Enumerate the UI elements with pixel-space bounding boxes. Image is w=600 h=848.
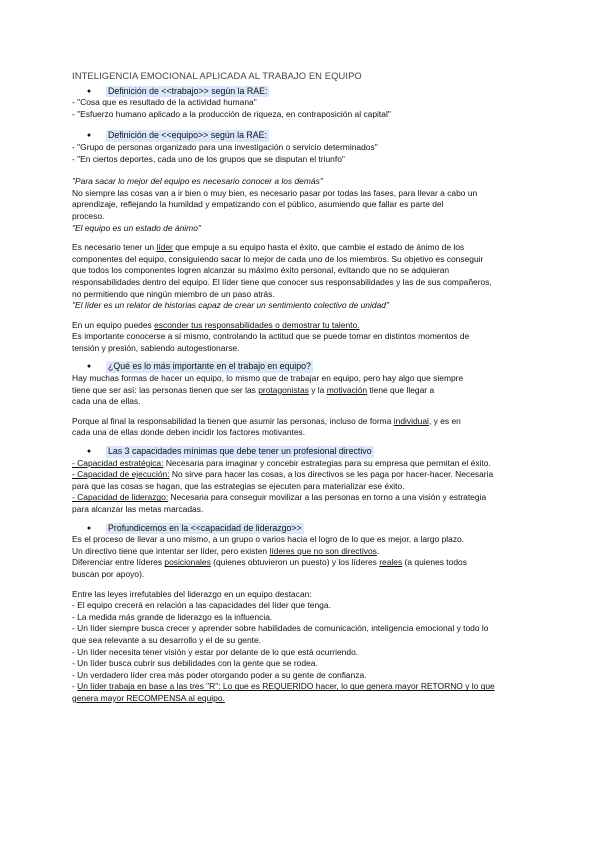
- paragraph-line: En un equipo puedes esconder tus responsabilidades o demostrar tu talento.: [72, 319, 360, 330]
- laws-intro: Entre las leyes irrefutables del liderazgo en un equipo destacan:: [72, 588, 312, 599]
- paragraph-line: cada una de ellas.: [72, 396, 141, 407]
- underlined-text: posicionales: [164, 557, 211, 568]
- paragraph-line: Un directivo tiene que intentar ser líder, pero existen líderes que no son directivos.: [72, 545, 380, 556]
- paragraph-line: buscan por apoyo).: [72, 568, 145, 579]
- law-item: - Un verdadero líder crea más poder otorgando poder a su gente de confianza.: [72, 669, 367, 680]
- underlined-text: protagonistas: [258, 384, 309, 395]
- law-item: - Un líder siempre busca crecer y aprender sobre habilidades de comunicación, inteligencia emocional y todo lo: [72, 623, 489, 634]
- paragraph-line: Es necesario tener un líder que empuje a su equipo hasta el éxito, que cambie el estado de ánimo de los: [72, 242, 465, 253]
- definition-line: - "Cosa que es resultado de la actividad humana": [72, 97, 257, 108]
- bullet-icon: ●: [86, 524, 92, 532]
- document-title: INTELIGENCIA EMOCIONAL APLICADA AL TRABAJO EN EQUIPO: [72, 70, 362, 81]
- underlined-text: motivación: [326, 384, 368, 395]
- underlined-text: esconder tus responsabilidades o demostrar tu talento.: [154, 319, 360, 330]
- capacity-line: - Capacidad de liderazgo: Necesaria para conseguir movilizar a las personas en torno a una visión y estrategia: [72, 492, 487, 503]
- law-item: [72, 693, 540, 705]
- paragraph-line: proceso.: [72, 210, 105, 221]
- law-item: - Un líder necesita tener visión y estar por delante de lo que está ocurriendo.: [72, 646, 359, 657]
- heading-text: ¿Qué es lo más importante en el trabajo en equipo?: [108, 361, 311, 372]
- paragraph-line: no permitiendo que ningún miembro de un paso atrás.: [72, 288, 275, 299]
- definition-line: - "En ciertos deportes, cada uno de los grupos que se disputan el triunfo": [72, 153, 345, 164]
- bullet-icon: ●: [86, 87, 92, 95]
- paragraph-line: tensión y presión, sabiendo autogestionarse.: [72, 342, 240, 353]
- capacity-line: para alcanzar las metas marcadas.: [72, 504, 204, 514]
- paragraph-line: Porque al final la responsabilidad la tienen que asumir las personas, incluso de forma individual, y es en: [72, 415, 461, 426]
- paragraph-line: No siempre las cosas van a ir bien o muy bien, es necesario pasar por todas las fases, para llevar a cabo un: [72, 187, 478, 198]
- capacity-name: - Capacidad de liderazgo:: [72, 492, 169, 503]
- capacity-name: - Capacidad estratégica:: [72, 457, 164, 468]
- quote: "El líder es un relator de historias capaz de crear un sentimiento colectivo de unidad": [72, 300, 389, 311]
- heading-text: Definición de <<trabajo>> según la RAE:: [108, 85, 268, 96]
- law-item: - La medida más grande de liderazgo es la influencia.: [72, 611, 273, 622]
- paragraph-line: Es importante conocerse a sí mismo, controlando la actitud que se puede tomar en distintos momentos de: [72, 331, 470, 342]
- heading-trabajo-definition: [72, 86, 540, 98]
- underlined-text: Un líder trabaja en base a las tres "R": Lo que es REQUERIDO hacer, lo que genera mayor RETORNO y lo que: [77, 681, 495, 692]
- heading-text: Definición de <<equipo>> según la RAE:: [108, 130, 267, 141]
- capacity-name: - Capacidad de ejecución:: [72, 469, 170, 480]
- paragraph-line: componentes del equipo, consiguiendo sacar lo mejor de cada uno de los miembros. Su objetivo es conseguir: [72, 253, 484, 264]
- law-item: - Un líder busca cubrir sus debilidades con la gente que se rodea.: [72, 658, 318, 669]
- definition-line: - "Esfuerzo humano aplicado a la producción de riqueza, en contraposición al capital": [72, 108, 391, 119]
- law-item: que sea relevante a su desarrollo y el de su gente.: [72, 634, 262, 645]
- quote: "El equipo es un estado de ánimo": [72, 222, 201, 233]
- paragraph-line: tiene que ser así: las personas tienen que ser las protagonistas y la motivación tiene que llegar a: [72, 384, 435, 395]
- heading-text: Profundicemos en la <<capacidad de liderazgo>>: [108, 522, 302, 533]
- capacity-line: - Capacidad de ejecución: No sirve para hacer las cosas, a los directivos se les paga por hacer-hacer. Necesaria: [72, 469, 494, 480]
- paragraph-line: cada una de ellas donde deben incidir los factores motivantes.: [72, 427, 306, 438]
- paragraph-line: aprendizaje, reflejando la humildad y empatizando con el público, asumiendo que fallar es parte del: [72, 199, 444, 210]
- paragraph-line: que todos los componentes logren alcanzar su máximo éxito personal, evitando que no se adquieran: [72, 265, 450, 276]
- bullet-icon: ●: [86, 363, 92, 371]
- law-item: - El equipo crecerá en relación a las capacidades del líder que tenga.: [72, 600, 331, 611]
- paragraph-line: Hay muchas formas de hacer un equipo, lo mismo que de trabajar en equipo, pero hay algo que siempre: [72, 373, 464, 384]
- heading-capacities: [72, 446, 540, 458]
- heading-leadership: [72, 523, 540, 535]
- definition-line: - "Grupo de personas organizado para una investigación o servicio determinados": [72, 141, 378, 152]
- bullet-icon: ●: [86, 448, 92, 456]
- capacity-line: para que las cosas se hagan, que las estrategias se ejecuten para materializar ese éxito.: [72, 480, 405, 491]
- capacity-line: - Capacidad estratégica: Necesaria para imaginar y concebir estrategias para su empresa que permitan el éxito.: [72, 457, 491, 468]
- underlined-text: genera mayor RECOMPENSA al equipo.: [72, 692, 225, 703]
- heading-importance: [72, 361, 540, 373]
- underlined-text: líder: [156, 242, 173, 253]
- heading-equipo-definition: [72, 130, 540, 142]
- paragraph-line: Diferenciar entre líderes posicionales (quienes obtuvieron un puesto) y los líderes reales (a quienes todos: [72, 557, 467, 568]
- heading-text: Las 3 capacidades mínimas que debe tener un profesional directivo: [108, 446, 372, 457]
- bullet-icon: ●: [86, 132, 92, 140]
- paragraph-line: Es el proceso de llevar a uno mismo, a un grupo o varios hacia el logro de lo que es mejor, a largo plazo.: [72, 534, 465, 545]
- law-item: - Un líder trabaja en base a las tres "R": Lo que es REQUERIDO hacer, lo que genera mayor RETORNO y lo que: [72, 681, 495, 692]
- paragraph-line: responsabilidades dentro del equipo. El líder tiene que conocer sus responsabilidades y las de sus compañeros,: [72, 276, 492, 287]
- underlined-text: reales: [379, 557, 403, 568]
- underlined-text: individual: [393, 415, 429, 426]
- quote: "Para sacar lo mejor del equipo es necesario conocer a los demás": [72, 176, 323, 187]
- underlined-text: líderes que no son directivos: [269, 545, 377, 556]
